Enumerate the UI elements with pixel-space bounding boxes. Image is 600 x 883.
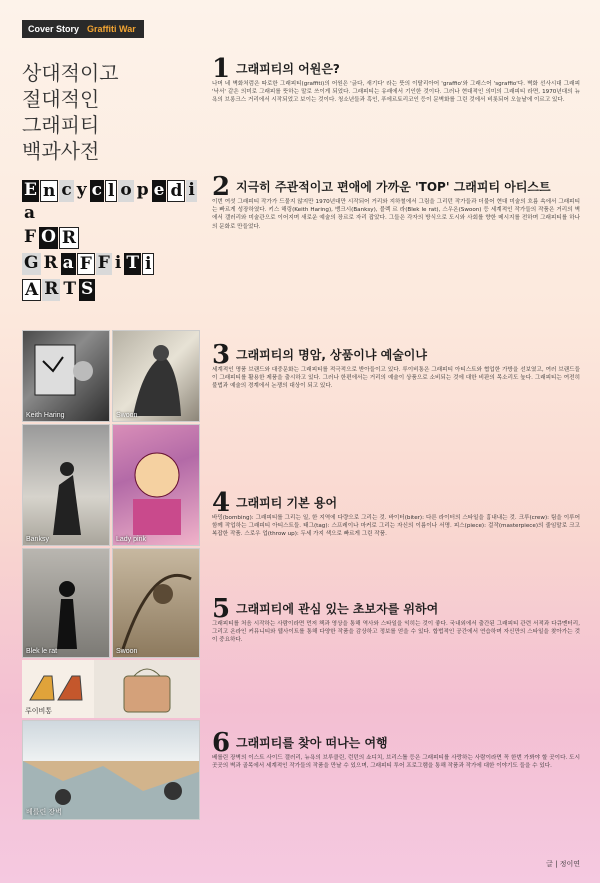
- photo-caption: Keith Haring: [26, 412, 65, 419]
- section-5: [212, 594, 580, 728]
- ransom-letter: E: [24, 180, 37, 200]
- section-number: 1: [212, 54, 230, 84]
- photo-keith-haring: [22, 330, 110, 422]
- photo-swoon: [112, 330, 200, 422]
- section-label: Graffiti War: [87, 24, 136, 34]
- section-number: 2: [212, 172, 230, 202]
- ransom-letter: l: [105, 180, 117, 202]
- photo-caption: Blek le rat: [26, 648, 58, 655]
- ransom-letter: n: [40, 180, 58, 202]
- ransom-letter: o: [120, 180, 132, 200]
- photo-art: [94, 660, 200, 718]
- ransom-line: [22, 279, 202, 301]
- photo-caption: 루이비통: [25, 708, 53, 715]
- header-bar: [22, 20, 144, 38]
- section-title: 지극히 주관적이고 편애에 가까운 'TOP' 그래피티 아티스트: [236, 180, 551, 194]
- ransom-letter: c: [91, 180, 102, 200]
- section-6: [212, 728, 580, 872]
- photo-art: [113, 549, 200, 658]
- section-number: 6: [212, 728, 230, 758]
- ransom-letter: F: [24, 227, 37, 247]
- section-number: 4: [212, 488, 230, 518]
- cover-story-label: Cover Story: [28, 24, 80, 34]
- ransom-letter: F: [77, 253, 95, 275]
- photo-caption: 베를린 장벽: [26, 809, 62, 816]
- photo-lady-pink: [112, 424, 200, 546]
- photo-art: [23, 721, 200, 820]
- author-signature: 글 | 정이연: [546, 860, 580, 868]
- section-body: 베를린 장벽의 이스트 사이드 갤러리, 뉴욕의 브루클린, 런던의 쇼디치, 브리스톨 등은 그래피티를 사랑하는 사람이라면 꼭 한번 가봐야 할 곳이다. 도시 곳곳의 벽과 골목에서 세계적인 작가들의 작품을 만날 수 있으며, 그래피티 투어 프로그램을 통해 작품과 작가에 대한 이야기도 들을 수 있다.: [212, 755, 580, 770]
- section-body: 세계적인 명품 브랜드와 대중문화는 그래피티를 적극적으로 받아들이고 있다. 루이비통은 그래피티 아티스트와 협업한 가방을 선보였고, 여러 브랜드들이 그래피티를 활용한 제품을 출시하고 있다. 그러나 한편에서는 거리의 예술이 상품으로 소비되는 것에 대한 비판의 목소리도 높다. 그래피티는 여전히 불법과 예술의 경계에서 논쟁의 대상이 되고 있다.: [212, 367, 580, 390]
- photo-caption: Swoon: [116, 648, 138, 655]
- photo-louis-vuitton: [22, 660, 94, 718]
- photo-berlin-wall: [22, 720, 200, 820]
- ransom-letter: i: [188, 180, 195, 200]
- ransom-letter: R: [59, 227, 79, 249]
- section-1: [212, 54, 580, 154]
- title-line: 상대적이고: [22, 61, 119, 85]
- photo-caption: Banksy: [26, 536, 49, 543]
- section-title: 그래피티 기본 용어: [236, 496, 338, 510]
- ransom-title: [22, 180, 202, 305]
- ransom-letter: a: [24, 203, 36, 223]
- ransom-letter: R: [44, 279, 59, 299]
- photo-swoon-2: [112, 548, 200, 658]
- ransom-letter: O: [41, 227, 56, 247]
- ransom-letter: F: [97, 253, 110, 273]
- photo-blek-le-rat: [22, 548, 110, 658]
- photo-art: [23, 425, 110, 546]
- ransom-letter: T: [126, 253, 139, 273]
- section-title: 그래피티를 찾아 떠나는 여행: [236, 736, 388, 750]
- ransom-line: [22, 253, 202, 275]
- ransom-letter: A: [22, 279, 41, 301]
- section-number: 5: [212, 594, 230, 624]
- title-line: 절대적인: [22, 87, 100, 111]
- photo-art: [113, 425, 200, 546]
- ransom-letter: T: [63, 279, 76, 299]
- section-body: 이번 여섯 그래피티 작가가 드물지 않지만 1970년대만 시작되어 거리와 지하철에서 그림을 그리던 작가들과 더불어 현대 미술의 흐름 속에서 그래피티는 빠르게 성장하였다. 키스 해링(Keith Haring), 뱅크시(Banksy), 블렉 르 라(Blek le rat), 스우온(Swoon) 등 세계적인 작가들의 작품은 거리의 벽에서 갤러리와 미술관으로 이어지며 새로운 예술의 장르로 자리 잡았다. 그들은 각자의 방식으로 도시와 사회를 향한 메시지를 전하며 그래피티를 하나의 문화로 만들었다.: [212, 199, 580, 230]
- ransom-letter: S: [81, 279, 94, 299]
- ransom-letter: y: [76, 180, 87, 200]
- section-body: 바밍(bombing): 그래피티를 그리는 일, 한 지역에 다량으로 그리는 것. 바이터(biter): 다른 라이터의 스타일을 흉내내는 것. 크루(crew): 팀을 이루어 함께 작업하는 그래피티 아티스트들. 태그(tag): 스프레이나 마커로 그리는 자신의 이름이나 서명. 피스(piece): 걸작(masterpiece)의 줄임말로 크고 복잡한 작품. 스로우 업(throw up): 두세 가지 색으로 빠르게 그린 작품.: [212, 515, 580, 538]
- section-title: 그래피티의 명암, 상품이냐 예술이냐: [236, 348, 427, 362]
- title-line: 백과사전: [22, 139, 100, 163]
- page-title: [22, 60, 192, 164]
- ransom-letter: G: [24, 253, 39, 273]
- ransom-letter: i: [142, 253, 154, 275]
- section-body: 나머 네 벽화처럼은 따로한 그래피티(graffiti)의 어원은 '긁다, 새기다' 라는 뜻의 이탈리아어 'graffio'와 그래스어 'sgraffio'다. 벽화 선사시대 그래피 '낙서' 같은 의미로 그래피를 뜻하는 말로 쓰이게 되었다. 그래피티는 유래에서 기인한 것이다. 그러나 현대적인 의미의 그래피티 라면, 1970년대의 뉴욕의 브롱크스 거리에서 시작되었고 보이는 것이다. 청소년들과 흑인, 푸에르토리코인 등이 문벽화를 그린 것에서 비롯되어 오늘날에 이르고 있다.: [212, 81, 580, 104]
- photo-art: [23, 331, 110, 422]
- section-2: [212, 172, 580, 366]
- photo-art: [113, 331, 200, 422]
- ransom-letter: i: [114, 253, 122, 273]
- ransom-line: [22, 227, 202, 249]
- section-3: [212, 340, 580, 484]
- section-4: [212, 488, 580, 612]
- ransom-line: [22, 180, 202, 223]
- photo-caption: Lady pink: [116, 536, 146, 543]
- ransom-letter: c: [61, 180, 72, 200]
- photo-handbag: [94, 660, 200, 718]
- section-title: 그래피티의 어원은?: [236, 62, 340, 76]
- ransom-letter: d: [167, 180, 185, 202]
- section-title: 그래피티에 관심 있는 초보자를 위하여: [236, 602, 439, 616]
- photo-banksy: [22, 424, 110, 546]
- section-body: 그래피티를 처음 시작하는 사람이라면 먼저 책과 영상을 통해 역사와 스타일을 익히는 것이 좋다. 국내외에서 출간된 그래피티 관련 서적과 다큐멘터리, 그리고 온라인 커뮤니티와 웹사이트를 통해 다양한 작품을 감상하고 정보를 얻을 수 있다. 합법적인 공간에서 연습하며 자신만의 스타일을 찾아가는 것이 중요하다.: [212, 621, 580, 644]
- photo-caption: Swoon: [116, 412, 138, 419]
- title-line: 그래피티: [22, 113, 100, 137]
- ransom-letter: R: [43, 253, 58, 273]
- ransom-letter: a: [62, 253, 74, 273]
- ransom-letter: e: [153, 180, 165, 200]
- photo-art: [23, 549, 110, 658]
- ransom-letter: p: [136, 180, 149, 200]
- section-number: 3: [212, 340, 230, 370]
